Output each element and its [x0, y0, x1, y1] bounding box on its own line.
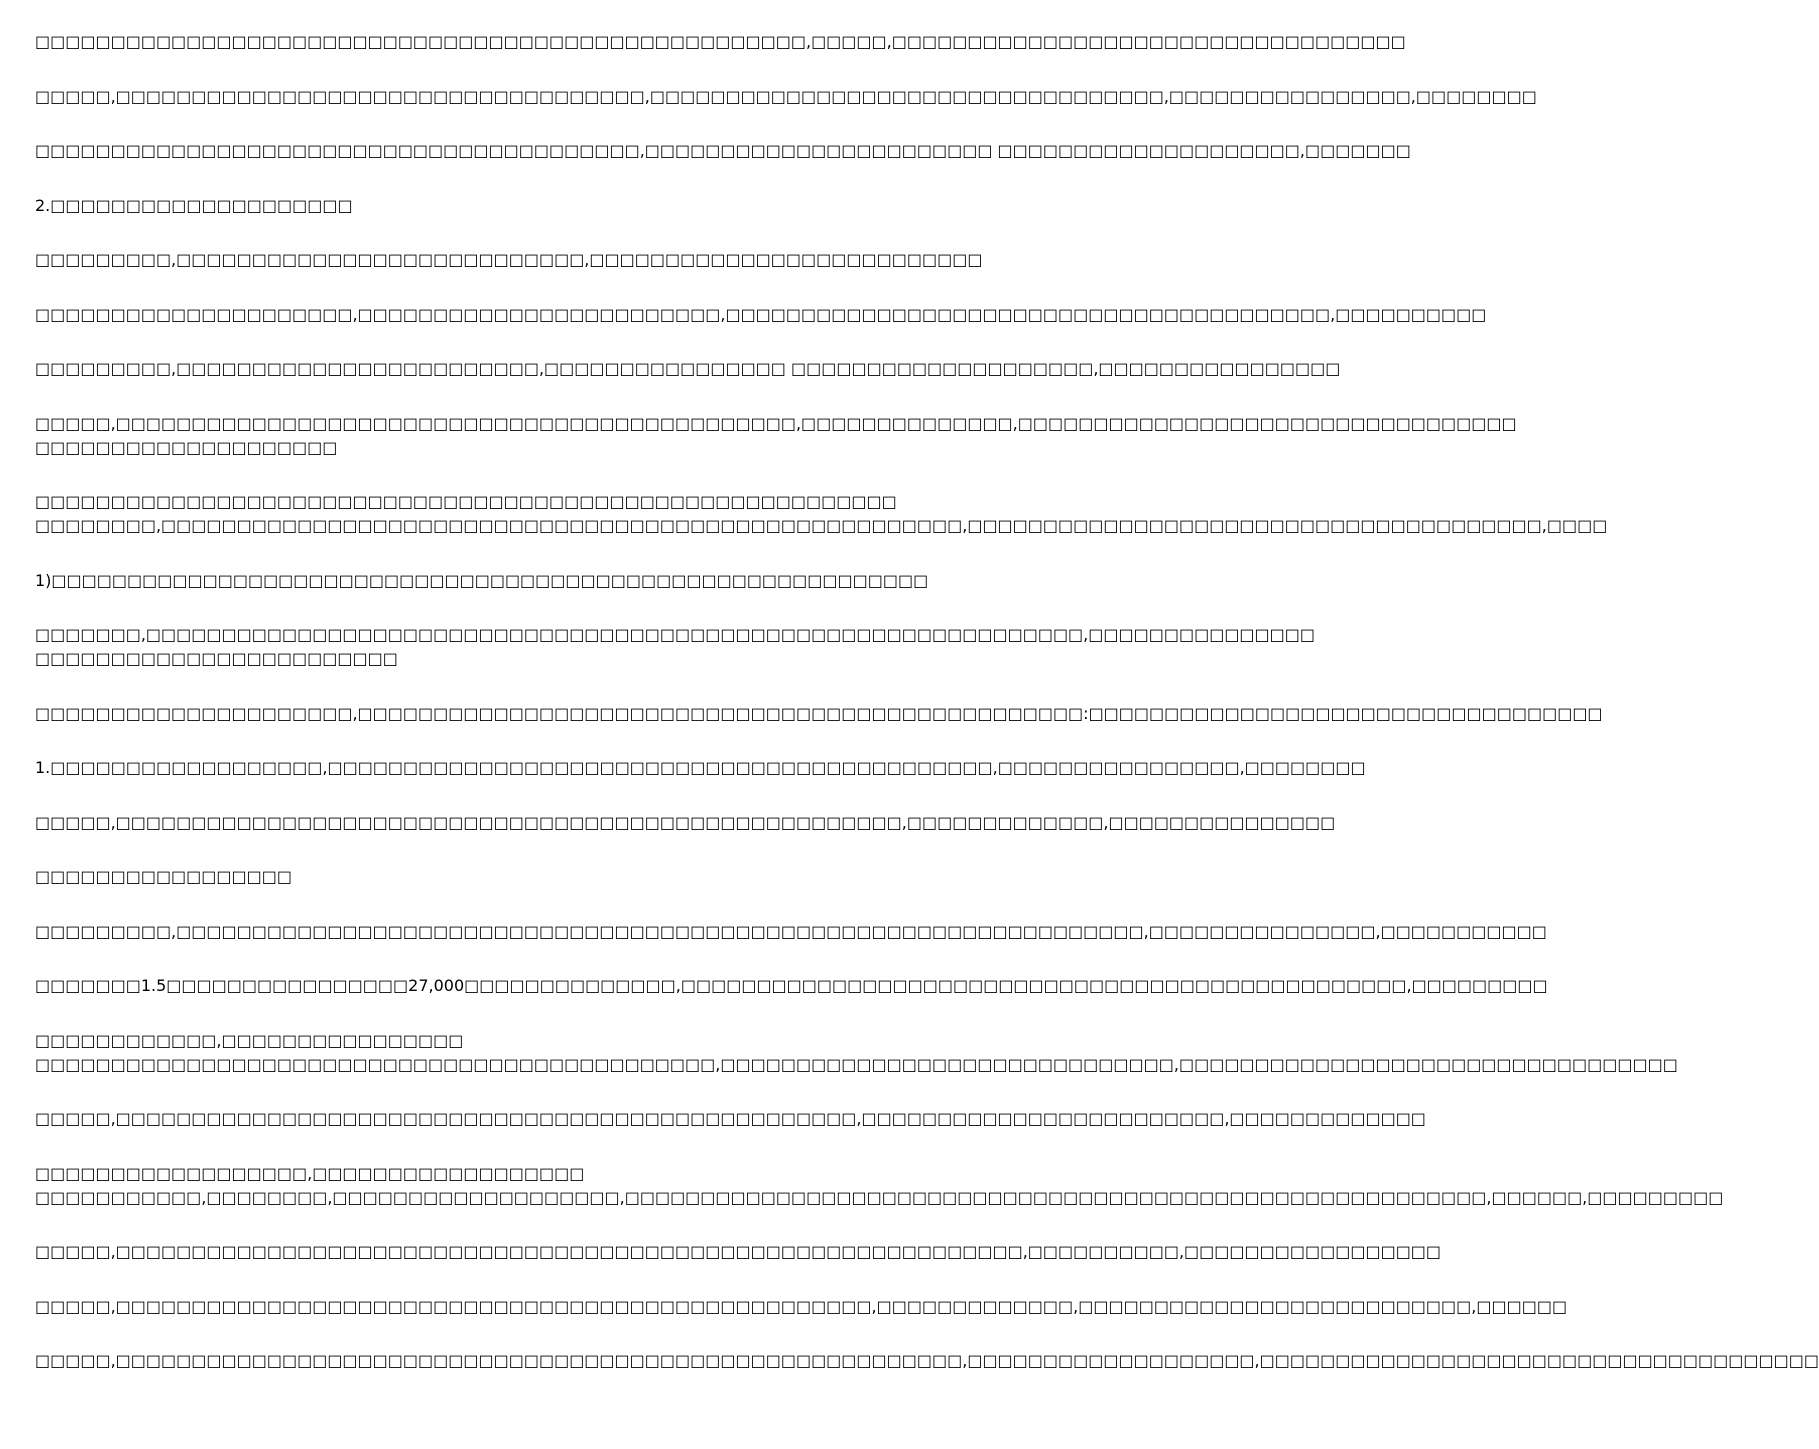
paragraph	[35, 303, 1487, 327]
text-line: □□□□□□□□□,□□□□□□□□□□□□□□□□□□□□□□□□,□□□□□□□□□□□□□□□□ □□□□□□□□□□□□□□□□□□□□,□□□□□□□□□□□□□□□□	[35, 359, 1341, 378]
text-line: □□□□□□□□□,□□□□□□□□□□□□□□□□□□□□□□□□□□□,□□□□□□□□□□□□□□□□□□□□□□□□□□	[35, 250, 983, 269]
text-line: □□□□□□□,□□□□□□□□□□□□□□□□□□□□□□□□□□□□□□□□□□□□□□□□□□□□□□□□□□□□□□□□□□□□□□,□□□□□□□□□□□□□□□	[35, 625, 1316, 644]
text-line: □□□□□□□□□□□□□□□□□□,□□□□□□□□□□□□□□□□□□	[35, 1163, 585, 1183]
paragraph	[35, 30, 1406, 54]
text-line: □□□□□,□□□□□□□□□□□□□□□□□□□□□□□□□□□□□□□□□□□□□□□□□□□□□□□□□□□□□□□□,□□□□□□□□□□□□□□□□□□□,□□□□□□□□□□□□□□□□□□□□□□□□□□□□□□□□□□□□□	[35, 1351, 1819, 1370]
text-line: □□□□□,□□□□□□□□□□□□□□□□□□□□□□□□□□□□□□□□□□□□□□□□□□□□□□□□□□,□□□□□□□□□□□□□,□□□□□□□□□□□□□□□□□□□□□□□□□□,□□□□□□	[35, 1296, 1568, 1316]
text-line: 1)□□□□□□□□□□□□□□□□□□□□□□□□□□□□□□□□□□□□□□□□□□□□□□□□□□□□□□□□□□	[35, 570, 929, 590]
paragraph	[35, 920, 1547, 944]
section-heading	[35, 865, 989, 889]
paragraph	[35, 974, 1548, 998]
paragraph	[35, 1295, 1568, 1319]
text-line: □□□□□,□□□□□□□□□□□□□□□□□□□□□□□□□□□□□□□□□□□,□□□□□□□□□□□□□□□□□□□□□□□□□□□□□□□□□□,□□□□□□□□□□□□□□□□,□□□□□□□□	[35, 86, 1537, 106]
paragraph	[35, 357, 1341, 381]
text-line: □□□□□□□□□□□□,□□□□□□□□□□□□□□□□	[35, 1030, 464, 1050]
text-line: □□□□□□□□□□□□□□□□□□□□□□□□□□□□□□□□□□□□□□□□□□□□□,□□□□□□□□□□□□□□□□□□□□□□□□□□□□□□,□□□□□□□□□□□□□□□□□□□□□□□□□□□□□□□□□	[35, 1054, 1678, 1074]
paragraph	[35, 1107, 1426, 1131]
section-heading	[35, 194, 989, 218]
text-line: □□□□□□□□□□□□□□□□□□□□□□□□□□□□□□□□□□□□□□□□,□□□□□□□□□□□□□□□□□□□□□□□ □□□□□□□□□□□□□□□□□□□□,□□□□□□□	[35, 141, 1411, 160]
text-line: □□□□□□□□□□□□□□□□□	[35, 867, 292, 886]
paragraph	[35, 623, 1316, 671]
text-line: □□□□□□□□□,□□□□□□□□□□□□□□□□□□□□□□□□□□□□□□□□□□□□□□□□□□□□□□□□□□□□□□□□□□□□□□□□,□□□□□□□□□□□□□□□,□□□□□□□□□□□	[35, 921, 1547, 941]
paragraph	[35, 1349, 1819, 1373]
paragraph	[35, 1162, 1724, 1210]
text-line: □□□□□□□□□□□,□□□□□□□□,□□□□□□□□□□□□□□□□□□□,□□□□□□□□□□□□□□□□□□□□□□□□□□□□□□□□□□□□□□□□□□□□□□□□□□□□□□□□□,□□□□□□,□□□□□□□□□	[35, 1187, 1724, 1207]
list-item-heading	[35, 569, 989, 593]
text-line: □□□□□□□□□□□□□□□□□□□□□□□□	[35, 649, 398, 668]
text-line: □□□□□□□1.5□□□□□□□□□□□□□□□□27,000□□□□□□□□□□□□□□,□□□□□□□□□□□□□□□□□□□□□□□□□□□□□□□□□□□□□□□□□□□□□□□□,□□□□□□□□□	[35, 976, 1548, 995]
paragraph	[35, 248, 989, 272]
text-line: 2.□□□□□□□□□□□□□□□□□□□□	[35, 195, 353, 215]
text-line: □□□□□□□□□□□□□□□□□□□□□,□□□□□□□□□□□□□□□□□□□□□□□□□□□□□□□□□□□□□□□□□□□□□□□□:□□□□□□□□□□□□□□□□□□□□□□□□□□□□□□□□□□	[35, 703, 1603, 723]
paragraph	[35, 702, 1603, 726]
paragraph	[35, 490, 1608, 538]
document-page	[35, 30, 1819, 1404]
text-line: □□□□□,□□□□□□□□□□□□□□□□□□□□□□□□□□□□□□□□□□□□□□□□□□□□□□□□□□□□□□□□□□□□,□□□□□□□□□□,□□□□□□□□□□□□□□□□□	[35, 1242, 1442, 1261]
text-line: □□□□□,□□□□□□□□□□□□□□□□□□□□□□□□□□□□□□□□□□□□□□□□□□□□□□□□□,□□□□□□□□□□□□□□□□□□□□□□□□,□□□□□□□□□□□□□	[35, 1109, 1426, 1128]
paragraph	[35, 85, 1537, 109]
text-line: □□□□□□□□□□□□□□□□□□□□□□□□□□□□□□□□□□□□□□□□□□□□□□□□□□□□□□□□□	[35, 492, 897, 511]
paragraph	[35, 412, 1517, 460]
paragraph	[35, 811, 1336, 835]
text-line: □□□□□,□□□□□□□□□□□□□□□□□□□□□□□□□□□□□□□□□□□□□□□□□□□□□□□□□□□□,□□□□□□□□□□□□□,□□□□□□□□□□□□□□□	[35, 812, 1336, 832]
text-line: □□□□□,□□□□□□□□□□□□□□□□□□□□□□□□□□□□□□□□□□□□□□□□□□□□□,□□□□□□□□□□□□□□,□□□□□□□□□□□□□□□□□□□□□□□□□□□□□□□□□	[35, 413, 1517, 433]
text-line: □□□□□□□□,□□□□□□□□□□□□□□□□□□□□□□□□□□□□□□□□□□□□□□□□□□□□□□□□□□□□□,□□□□□□□□□□□□□□□□□□□□□□□□□□□□□□□□□□□□□□,□□□□	[35, 516, 1608, 535]
paragraph	[35, 139, 1411, 163]
text-line: 1.□□□□□□□□□□□□□□□□□□,□□□□□□□□□□□□□□□□□□□□□□□□□□□□□□□□□□□□□□□□□□□□,□□□□□□□□□□□□□□□□,□□□□□□□□	[35, 758, 1366, 777]
numbered-paragraph	[35, 756, 1366, 780]
paragraph	[35, 1240, 1442, 1264]
text-line: □□□□□□□□□□□□□□□□□□□□	[35, 437, 338, 457]
paragraph	[35, 1029, 1678, 1077]
text-line: □□□□□□□□□□□□□□□□□□□□□,□□□□□□□□□□□□□□□□□□□□□□□□,□□□□□□□□□□□□□□□□□□□□□□□□□□□□□□□□□□□□□□□□,□□□□□□□□□□	[35, 304, 1487, 324]
text-line: □□□□□□□□□□□□□□□□□□□□□□□□□□□□□□□□□□□□□□□□□□□□□□□□□□□,□□□□□,□□□□□□□□□□□□□□□□□□□□□□□□□□□□□□□□□□	[35, 32, 1406, 51]
